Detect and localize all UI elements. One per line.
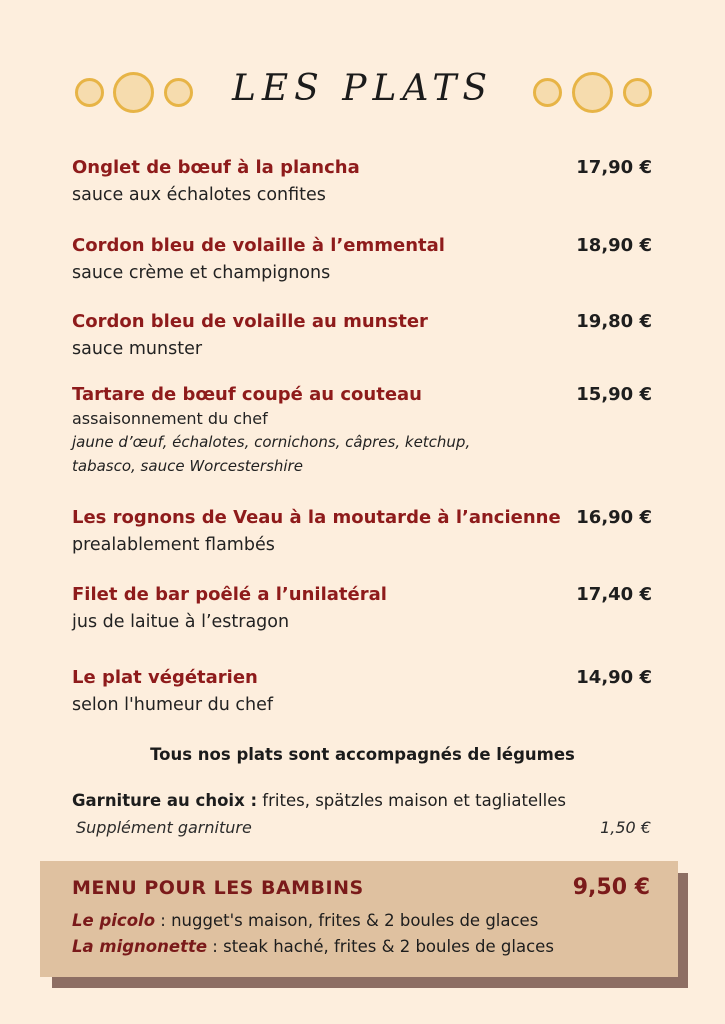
dish-name: Cordon bleu de volaille au munster [72,311,428,332]
menu-item [72,235,652,285]
dish-name: Filet de bar poêlé a l’unilatéral [72,584,387,605]
kids-option-name: Le picolo [72,911,156,930]
dish-name: Tartare de bœuf coupé au couteau [72,384,422,405]
dish-note: jaune d’œuf, échalotes, cornichons, câpres, ketchup, [72,433,471,451]
dish-price: 16,90 € [576,507,652,528]
garniture-text: frites, spätzles maison et tagliatelles [257,791,566,810]
dish-price: 14,90 € [576,667,652,688]
kids-menu-option [72,911,538,930]
dish-description: selon l'humeur du chef [72,695,274,715]
kids-option-text: : steak haché, frites & 2 boules de glaces [207,937,554,956]
supplement-price: 1,50 € [600,818,651,837]
menu-item [72,584,652,634]
garniture-line [72,791,566,810]
dish-price: 19,80 € [576,311,652,332]
kids-menu-box [40,861,678,977]
dish-description: jus de laitue à l’estragon [72,612,290,632]
dish-price: 18,90 € [576,235,652,256]
dish-name: Les rognons de Veau à la moutarde à l’ancienne [72,507,561,528]
dish-price: 15,90 € [576,384,652,405]
kids-option-name: La mignonette [72,937,208,956]
menu-item [72,384,652,478]
dish-name: Onglet de bœuf à la plancha [72,157,360,178]
menu-item [72,667,652,717]
kids-option-text: : nugget's maison, frites & 2 boules de glaces [155,911,539,930]
dish-note: tabasco, sauce Worcestershire [72,457,303,475]
garniture-label: Garniture au choix : [72,791,258,810]
dish-price: 17,90 € [576,157,652,178]
dish-name: Le plat végétarien [72,667,258,688]
dish-price: 17,40 € [576,584,652,605]
kids-menu-title: MENU POUR LES BAMBINS [72,877,364,899]
dish-description: prealablement flambés [72,535,275,555]
supplement-label: Supplément garniture [76,818,252,837]
dish-description: sauce aux échalotes confites [72,185,326,205]
kids-menu-price: 9,50 € [572,875,650,900]
dish-description: sauce munster [72,339,203,359]
kids-menu-option [72,937,554,956]
menu-item [72,311,652,361]
menu-item [72,157,652,207]
dish-description: assaisonnement du chef [72,409,268,428]
accompaniment-note: Tous nos plats sont accompagnés de légumes [150,745,575,764]
menu-item [72,507,652,557]
page-title: LES PLATS [231,68,494,109]
dish-name: Cordon bleu de volaille à l’emmental [72,235,445,256]
dish-description: sauce crème et champignons [72,263,331,283]
